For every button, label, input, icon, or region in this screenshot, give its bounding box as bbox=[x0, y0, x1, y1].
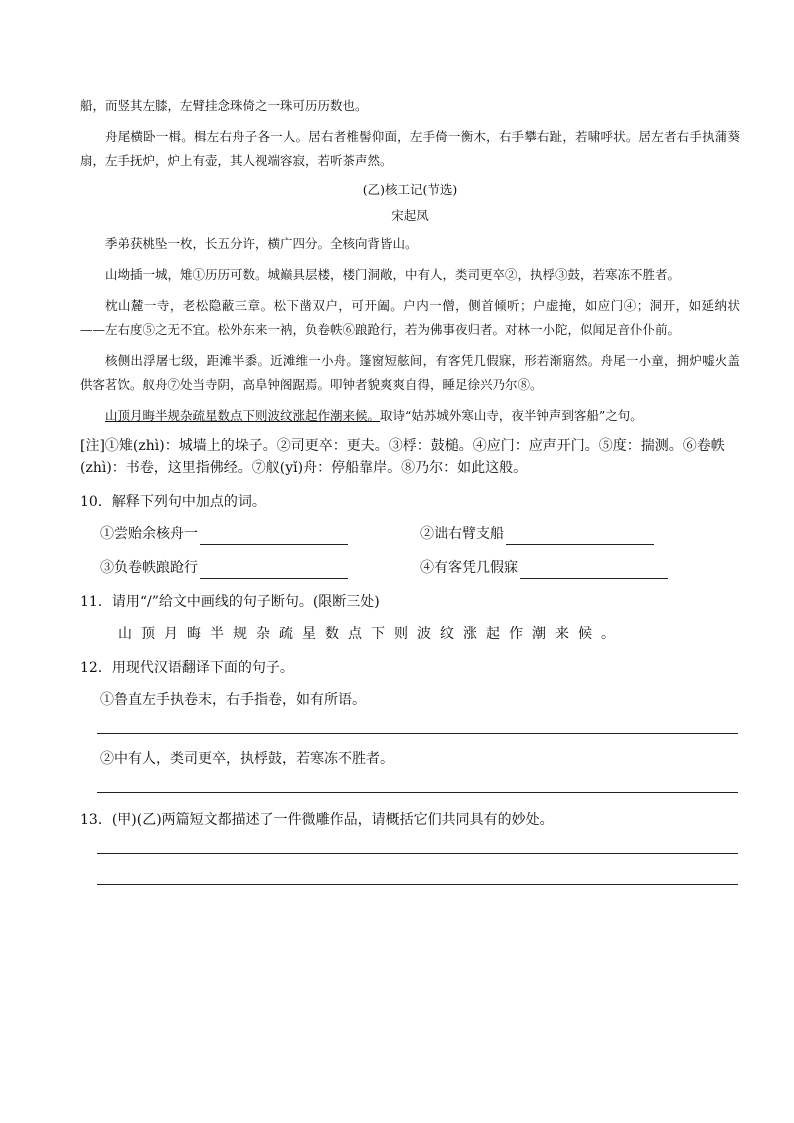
jia-last-paragraph: 舟尾横卧一楫。楫左右舟子各一人。居右者椎髻仰面，左手倚一衡木，右手攀右趾，若啸呼状。居左者右手执蒲葵扇，左手抚炉，炉上有壶，其人视端容寂，若听茶声然。 bbox=[80, 129, 740, 168]
q10-item-3: ③负卷帙踉跄行 bbox=[100, 557, 420, 579]
q10-row-2 bbox=[100, 557, 740, 579]
q11-sentence: 山顶月晦半规杂疏星数点下则波纹涨起作潮来候。 bbox=[118, 626, 624, 642]
answer-blank[interactable] bbox=[520, 562, 668, 579]
underlined-sentence: 山顶月晦半规杂疏星数点下则波纹涨起作潮来候。 bbox=[105, 408, 381, 423]
q12-item-2: ②中有人，类司更卒，执桴鼓，若寒冻不胜者。 bbox=[100, 751, 394, 767]
q10-item-4: ④有客凭几假寐 bbox=[420, 557, 740, 579]
q10-item-1: ①尝贻余核舟一 bbox=[100, 523, 420, 545]
document-page bbox=[80, 94, 740, 885]
answer-line[interactable] bbox=[97, 884, 738, 885]
question-13: 13．(甲)(乙)两篇短文都描述了一件微雕作品，请概括它们共同具有的妙处。 bbox=[80, 812, 554, 828]
question-11: 11．请用“/”给文中画线的句子断句。(限断三处) bbox=[80, 594, 380, 610]
answer-blank[interactable] bbox=[200, 562, 348, 579]
q12-item-1: ①鲁直左手执卷末，右手指卷，如有所语。 bbox=[100, 692, 366, 708]
answer-line[interactable] bbox=[97, 853, 738, 854]
annotation-note: [注]①雉(zhì)：城墙上的垛子。②司更卒：更夫。③桴：鼓槌。④应门：应声开门。⑤度：揣测。⑥卷帙(zhì)：书卷，这里指佛经。⑦舣(yǐ)舟：停船靠岸。⑧乃尔：如此这般。 bbox=[80, 438, 725, 476]
yi-paragraph-5-rest: 取诗“姑苏城外寒山寺，夜半钟声到客船”之句。 bbox=[380, 408, 643, 423]
q10-item-2: ②诎右臂支船 bbox=[420, 523, 740, 545]
answer-blank[interactable] bbox=[200, 528, 348, 545]
answer-blank[interactable] bbox=[506, 528, 654, 545]
jia-tail-paragraph: 船，而竖其左膝，左臂挂念珠倚之一珠可历历数也。 bbox=[80, 98, 368, 113]
question-12: 12．用现代汉语翻译下面的句子。 bbox=[80, 660, 294, 676]
yi-paragraph-2: 山坳插一城，雉①历历可数。城巅具层楼，楼门洞敞，中有人，类司更卒②，执桴③鼓，若寒冻不胜者。 bbox=[105, 267, 681, 282]
yi-paragraph-4: 核侧出浮屠七级，距滩半黍。近滩维一小舟。篷窗短舷间，有客凭几假寐，形若渐寤然。舟尾一小童，拥炉嘘火盖供客茗饮。舣舟⑦处当寺阴，高阜钟阁踞焉。叩钟者貌爽爽自得，睡足徐兴乃尔⑧。 bbox=[80, 353, 740, 392]
yi-author: 宋起凤 bbox=[391, 208, 429, 223]
question-10: 10．解释下列句中加点的词。 bbox=[80, 494, 266, 510]
yi-paragraph-5 bbox=[80, 404, 740, 428]
q10-row-1 bbox=[100, 523, 740, 545]
answer-line[interactable] bbox=[97, 792, 738, 793]
yi-title: (乙)核工记(节选) bbox=[362, 182, 458, 197]
yi-paragraph-1: 季弟获桃坠一枚，长五分许，横广四分。全核向背皆山。 bbox=[105, 236, 418, 251]
yi-paragraph-3: 枕山麓一寺，老松隐蔽三章。松下凿双户，可开阖。户内一僧，侧首倾听；户虚掩，如应门④；洞开，如延纳状——左右度⑤之无不宜。松外东来一衲，负卷帙⑥踉跄行，若为佛事夜归者。对林一小陀，似闻足音仆仆前。 bbox=[80, 298, 740, 337]
answer-line[interactable] bbox=[97, 733, 738, 734]
